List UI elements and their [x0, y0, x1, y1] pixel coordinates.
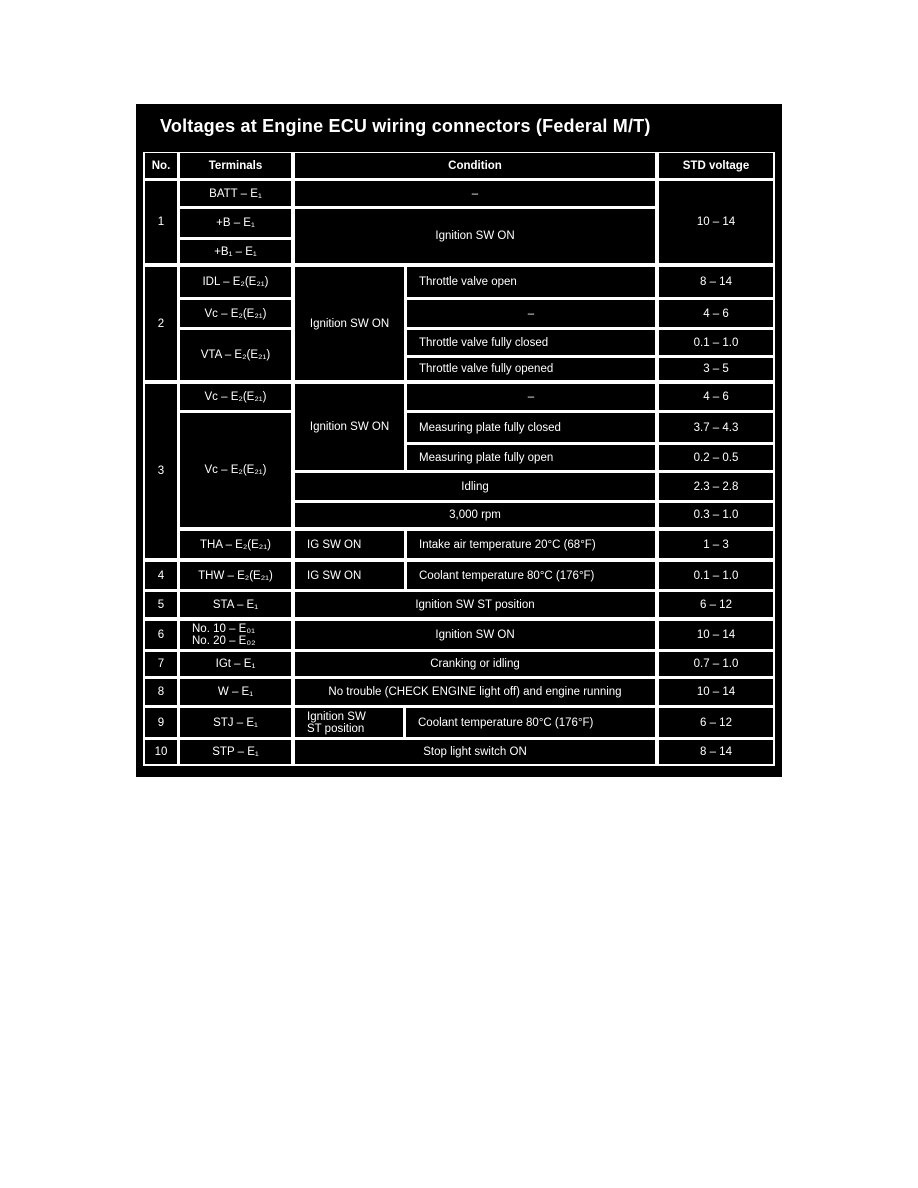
table-cell: 9 — [145, 708, 177, 737]
table-cell: 1 – 3 — [659, 531, 773, 558]
table-cell: Throttle valve open — [407, 267, 655, 297]
table-cell: Intake air temperature 20°C (68°F) — [407, 531, 655, 558]
table-cell: 0.1 – 1.0 — [659, 330, 773, 355]
table-cell: 0.7 – 1.0 — [659, 652, 773, 676]
table-cell: VTA – E₂(E₂₁) — [180, 330, 291, 380]
column-header: No. — [145, 153, 177, 178]
table-cell: 2.3 – 2.8 — [659, 473, 773, 500]
table-cell: Vc – E₂(E₂₁) — [180, 300, 291, 327]
table-cell: W – E₁ — [180, 679, 291, 705]
table-title: Voltages at Engine ECU wiring connectors (Federal M/T) — [160, 116, 651, 136]
table-cell: THA – E₂(E₂₁) — [180, 531, 291, 558]
table-cell: 0.1 – 1.0 — [659, 562, 773, 589]
table-cell: Ignition SW ON — [295, 209, 655, 263]
table-cell: 4 — [145, 562, 177, 589]
table-cell: 0.3 – 1.0 — [659, 503, 773, 527]
table-cell: 10 – 14 — [659, 679, 773, 705]
table-cell: Ignition SW ON — [295, 267, 404, 380]
table-cell: No trouble (CHECK ENGINE light off) and engine running — [295, 679, 655, 705]
table-cell: – — [407, 300, 655, 327]
table-cell: 3 – 5 — [659, 358, 773, 380]
table-cell: Measuring plate fully closed — [407, 413, 655, 442]
table-cell: No. 10 – E₀₁ No. 20 – E₀₂ — [180, 621, 291, 649]
voltage-table — [143, 152, 775, 766]
table-cell: 7 — [145, 652, 177, 676]
table-cell: 0.2 – 0.5 — [659, 445, 773, 470]
table-cell: Throttle valve fully opened — [407, 358, 655, 380]
column-header: Condition — [295, 153, 655, 178]
table-cell: Coolant temperature 80°C (176°F) — [407, 562, 655, 589]
table-cell: 10 – 14 — [659, 621, 773, 649]
column-header: Terminals — [180, 153, 291, 178]
table-cell: BATT – E₁ — [180, 181, 291, 206]
table-cell: 1 — [145, 181, 177, 263]
table-cell: Ignition SW ST position — [295, 708, 403, 737]
table-cell: +B – E₁ — [180, 209, 291, 237]
table-cell: 6 – 12 — [659, 592, 773, 617]
table-cell: 2 — [145, 267, 177, 380]
table-cell: 8 — [145, 679, 177, 705]
table-cell: – — [407, 384, 655, 410]
table-cell: Stop light switch ON — [295, 740, 655, 764]
table-cell: IDL – E₂(E₂₁) — [180, 267, 291, 297]
table-cell: Ignition SW ST position — [295, 592, 655, 617]
table-cell: 5 — [145, 592, 177, 617]
table-cell: STP – E₁ — [180, 740, 291, 764]
table-cell: STA – E₁ — [180, 592, 291, 617]
table-cell: Coolant temperature 80°C (176°F) — [406, 708, 655, 737]
table-cell: 10 – 14 — [659, 181, 773, 263]
column-header: STD voltage — [659, 153, 773, 178]
table-cell: IGt – E₁ — [180, 652, 291, 676]
table-cell: IG SW ON — [295, 531, 404, 558]
table-cell: IG SW ON — [295, 562, 404, 589]
table-cell: 6 – 12 — [659, 708, 773, 737]
table-cell: 8 – 14 — [659, 740, 773, 764]
table-cell: Idling — [295, 473, 655, 500]
table-cell: THW – E₂(E₂₁) — [180, 562, 291, 589]
table-cell: 10 — [145, 740, 177, 764]
table-cell: 6 — [145, 621, 177, 649]
table-cell: Throttle valve fully closed — [407, 330, 655, 355]
table-cell: Ignition SW ON — [295, 621, 655, 649]
table-cell: Measuring plate fully open — [407, 445, 655, 470]
table-cell: Cranking or idling — [295, 652, 655, 676]
table-cell: Vc – E₂(E₂₁) — [180, 384, 291, 410]
table-cell: 3,000 rpm — [295, 503, 655, 527]
table-cell: +B₁ – E₁ — [180, 240, 291, 263]
table-cell: 4 – 6 — [659, 384, 773, 410]
voltage-table-figure — [136, 104, 782, 777]
table-cell: – — [295, 181, 655, 206]
table-cell: STJ – E₁ — [180, 708, 291, 737]
table-cell: 4 – 6 — [659, 300, 773, 327]
table-cell: 8 – 14 — [659, 267, 773, 297]
table-cell: 3.7 – 4.3 — [659, 413, 773, 442]
table-cell: 3 — [145, 384, 177, 558]
table-cell: Vc – E₂(E₂₁) — [180, 413, 291, 527]
table-cell: Ignition SW ON — [295, 384, 404, 470]
